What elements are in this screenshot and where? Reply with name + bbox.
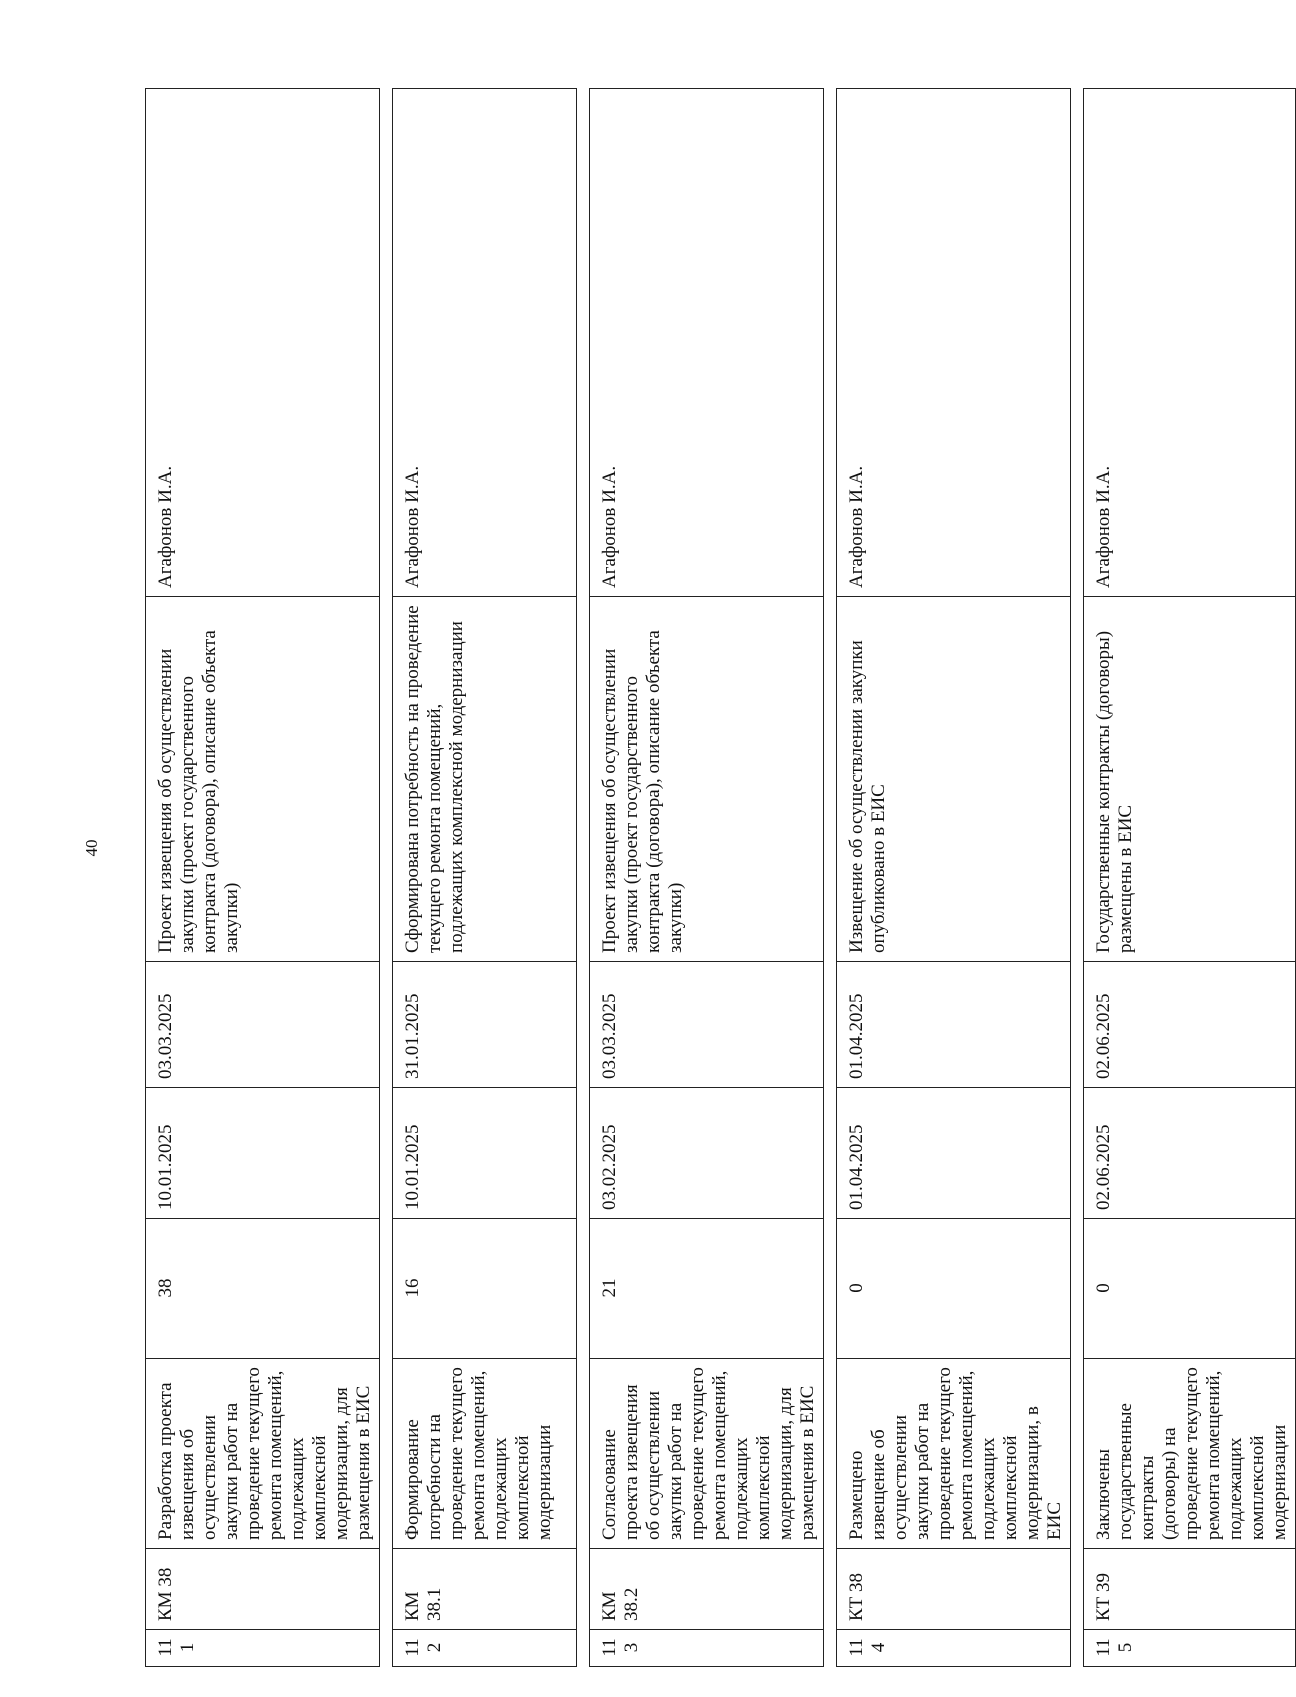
- result-cell: Извещение об осуществлении закупки опубликовано в ЕИС: [837, 597, 1071, 962]
- responsible-cell: Агафонов И.А.: [146, 89, 380, 597]
- row-gap: [577, 89, 590, 1667]
- end-date-cell: 03.03.2025: [146, 962, 380, 1088]
- page-number: 40: [82, 839, 101, 857]
- end-date-cell: 01.04.2025: [837, 962, 1071, 1088]
- row-code-cell: КМ 38: [146, 1549, 380, 1630]
- end-date-cell: 02.06.2025: [1084, 962, 1296, 1088]
- start-date-cell: 02.06.2025: [1084, 1088, 1296, 1219]
- row-code-cell: КТ 39: [1084, 1549, 1296, 1630]
- task-name-cell: Разработка проекта извещения об осуществлении закупки работ на проведение текущего ремонта помещений, подлежащих комплексной модернизации, для размещения в ЕИС: [146, 1359, 380, 1549]
- row-gap-cell: [824, 89, 837, 1667]
- row-code-cell: КМ 38.2: [590, 1549, 824, 1630]
- responsible-cell: Агафонов И.А.: [837, 89, 1071, 597]
- table-row: [837, 89, 1071, 1667]
- row-gap: [380, 89, 393, 1667]
- end-date-cell: 03.03.2025: [590, 962, 824, 1088]
- result-cell: Проект извещения об осуществлении закупки (проект государственного контракта (договора), описание объекта закупки): [590, 597, 824, 962]
- row-gap-cell: [577, 89, 590, 1667]
- row-number-cell: 115: [1084, 1630, 1296, 1667]
- duration-cell: 38: [146, 1219, 380, 1359]
- row-number-cell: 112: [393, 1630, 577, 1667]
- duration-cell: 16: [393, 1219, 577, 1359]
- duration-cell: 0: [837, 1219, 1071, 1359]
- end-date-cell: 31.01.2025: [393, 962, 577, 1088]
- start-date-cell: 03.02.2025: [590, 1088, 824, 1219]
- responsible-cell: Агафонов И.А.: [590, 89, 824, 597]
- result-cell: Сформирована потребность на проведение текущего ремонта помещений, подлежащих комплексной модернизации: [393, 597, 577, 962]
- row-number-cell: 111: [146, 1630, 380, 1667]
- table-row: [146, 89, 380, 1667]
- rotated-table-frame: [145, 89, 1290, 1667]
- row-code-cell: КТ 38: [837, 1549, 1071, 1630]
- row-gap: [824, 89, 837, 1667]
- row-number-cell: 113: [590, 1630, 824, 1667]
- table-row: [1084, 89, 1296, 1667]
- task-name-cell: Согласование проекта извещения об осуществлении закупки работ на проведение текущего ремонта помещений, подлежащих комплексной модернизации, для размещения в ЕИС: [590, 1359, 824, 1549]
- row-gap-cell: [380, 89, 393, 1667]
- responsible-cell: Агафонов И.А.: [393, 89, 577, 597]
- plan-table: [145, 88, 1296, 1667]
- row-number-cell: 114: [837, 1630, 1071, 1667]
- duration-cell: 0: [1084, 1219, 1296, 1359]
- task-name-cell: Размещено извещение об осуществлении закупки работ на проведение текущего ремонта помещений, подлежащих комплексной модернизации, в ЕИС: [837, 1359, 1071, 1549]
- start-date-cell: 01.04.2025: [837, 1088, 1071, 1219]
- result-cell: Государственные контракты (договоры) размещены в ЕИС: [1084, 597, 1296, 962]
- result-cell: Проект извещения об осуществлении закупки (проект государственного контракта (договора), описание объекта закупки): [146, 597, 380, 962]
- table-body: [146, 89, 1296, 1667]
- row-gap: [1071, 89, 1084, 1667]
- table-row: [393, 89, 577, 1667]
- start-date-cell: 10.01.2025: [146, 1088, 380, 1219]
- row-code-cell: КМ 38.1: [393, 1549, 577, 1630]
- responsible-cell: Агафонов И.А.: [1084, 89, 1296, 597]
- task-name-cell: Формирование потребности на проведение текущего ремонта помещений, подлежащих комплексной модернизации: [393, 1359, 577, 1549]
- task-name-cell: Заключены государственные контракты (договоры) на проведение текущего ремонта помещений, подлежащих комплексной модернизации: [1084, 1359, 1296, 1549]
- table-row: [590, 89, 824, 1667]
- start-date-cell: 10.01.2025: [393, 1088, 577, 1219]
- duration-cell: 21: [590, 1219, 824, 1359]
- row-gap-cell: [1071, 89, 1084, 1667]
